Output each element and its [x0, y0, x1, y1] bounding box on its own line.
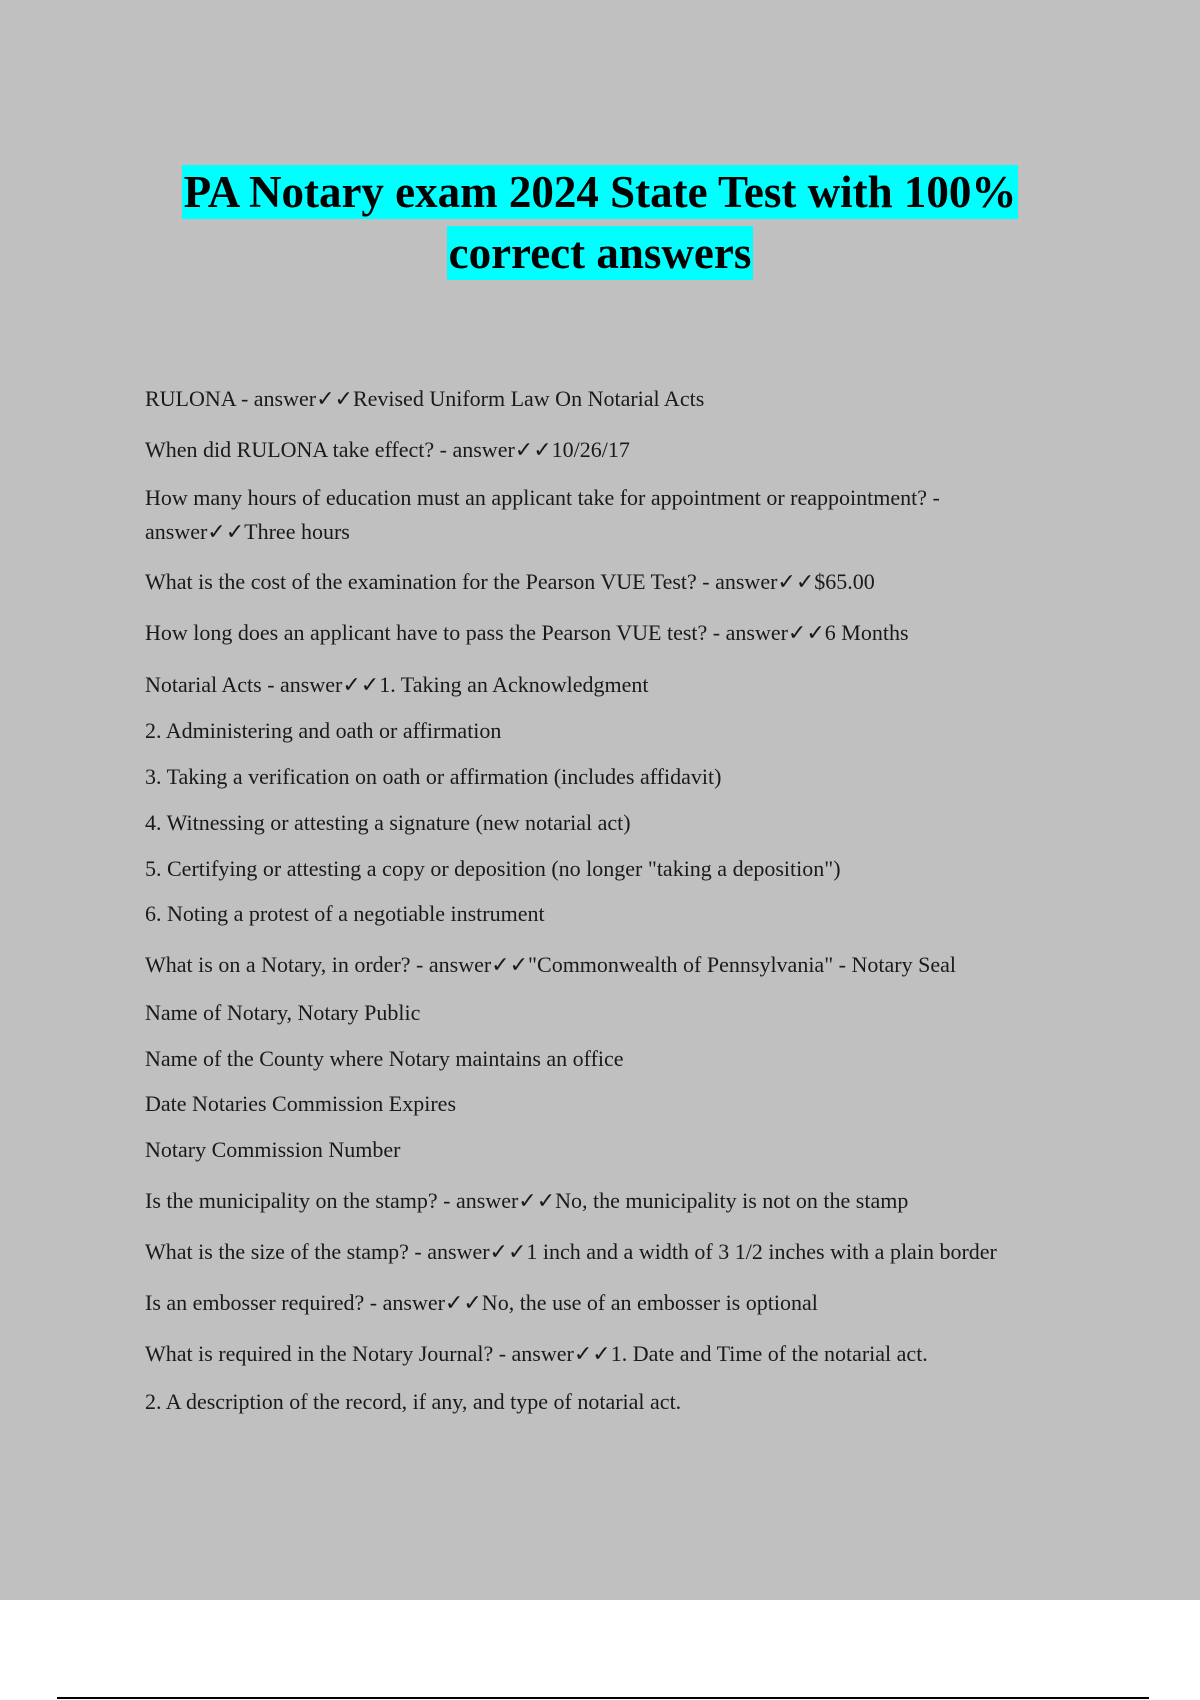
- text-line: 5. Certifying or attesting a copy or deposition (no longer "taking a deposition"): [145, 856, 841, 881]
- text-line: 2. Administering and oath or affirmation: [145, 718, 502, 743]
- text-line: Is the municipality on the stamp? - answer✓✓No, the municipality is not on the stamp: [145, 1188, 909, 1213]
- footer-divider: [57, 1697, 1149, 1699]
- text-line: What is the size of the stamp? - answer✓✓1 inch and a width of 3 1/2 inches with a plain border: [145, 1239, 997, 1264]
- text-line: Notarial Acts - answer✓✓1. Taking an Acknowledgment: [145, 672, 649, 697]
- text-line: How many hours of education must an applicant take for appointment or reappointment? - answer✓✓Three hours: [145, 485, 940, 544]
- text-line: 2. A description of the record, if any, and type of notarial act.: [145, 1389, 682, 1414]
- title-line-2: correct answers: [448, 228, 752, 278]
- text-line: What is on a Notary, in order? - answer✓✓"Commonwealth of Pennsylvania" - Notary Seal: [145, 952, 956, 977]
- text-line: Notary Commission Number: [145, 1137, 401, 1162]
- text-line: When did RULONA take effect? - answer✓✓10/26/17: [145, 437, 630, 462]
- text-line: Date Notaries Commission Expires: [145, 1091, 457, 1116]
- text-line: 4. Witnessing or attesting a signature (new notarial act): [145, 810, 631, 835]
- text-line: 6. Noting a protest of a negotiable instrument: [145, 901, 545, 926]
- text-line: Name of Notary, Notary Public: [145, 1000, 421, 1025]
- text-line: What is the cost of the examination for the Pearson VUE Test? - answer✓✓$65.00: [145, 569, 875, 594]
- text-line: What is required in the Notary Journal? - answer✓✓1. Date and Time of the notarial act.: [145, 1341, 928, 1366]
- document-title: [0, 162, 1200, 284]
- title-line-1: PA Notary exam 2024 State Test with 100%: [183, 167, 1017, 217]
- text-line: 3. Taking a verification on oath or affirmation (includes affidavit): [145, 764, 722, 789]
- text-line: How long does an applicant have to pass the Pearson VUE test? - answer✓✓6 Months: [145, 620, 909, 645]
- text-line: Name of the County where Notary maintains an office: [145, 1046, 624, 1071]
- text-line: Is an embosser required? - answer✓✓No, the use of an embosser is optional: [145, 1290, 818, 1315]
- text-line: RULONA - answer✓✓Revised Uniform Law On Notarial Acts: [145, 386, 705, 411]
